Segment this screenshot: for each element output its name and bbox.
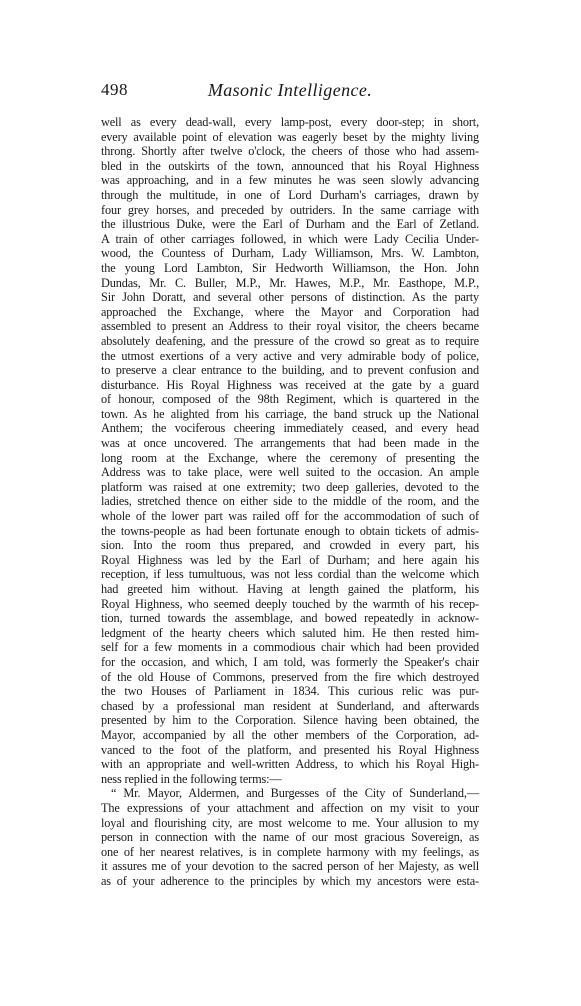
text-line: person in connection with the name of our most gracious Sovereign, as	[101, 830, 479, 845]
text-line: to preserve a clear entrance to the building, and to prevent confusion and	[101, 363, 479, 378]
text-line: tion, turned towards the assemblage, and bowed repeatedly in acknow-	[101, 611, 479, 626]
text-line: Anthem; the vociferous cheering immediately ceased, and every head	[101, 421, 479, 436]
text-line: sion. Into the room thus prepared, and crowded in every part, his	[101, 538, 479, 553]
text-line: every available point of elevation was eagerly beset by the mighty living	[101, 129, 479, 144]
text-line: presented by him to the Corporation. Silence having been obtained, the	[101, 713, 479, 728]
text-line: for the occasion, and which, I am told, was formerly the Speaker's chair	[101, 654, 479, 669]
text-line: assembled to present an Address to their royal visitor, the cheers became	[101, 319, 479, 334]
text-line: the towns-people as had been fortunate enough to obtain tickets of admis-	[101, 523, 479, 538]
text-line: town. As he alighted from his carriage, the band struck up the National	[101, 406, 479, 421]
text-line: Dundas, Mr. C. Buller, M.P., Mr. Hawes, M.P., Mr. Easthope, M.P.,	[101, 275, 479, 290]
text-line: vanced to the foot of the platform, and presented his Royal Highness	[101, 742, 479, 757]
page-number: 498	[101, 80, 128, 99]
text-line: chased by a professional man resident at Sunderland, and afterwards	[101, 698, 479, 713]
text-line: the two Houses of Parliament in 1834. This curious relic was pur-	[101, 684, 479, 699]
text-line: the young Lord Lambton, Sir Hedworth Williamson, the Hon. John	[101, 260, 479, 275]
text-line: Mayor, accompanied by all the other members of the Corporation, ad-	[101, 727, 479, 742]
text-line: with an appropriate and well-written Address, to which his Royal High-	[101, 757, 479, 772]
text-line: of the old House of Commons, preserved from the fire which destroyed	[101, 669, 479, 684]
text-line: as of your adherence to the principles by which my ancestors were esta-	[101, 873, 479, 888]
text-line: The expressions of your attachment and affection on my visit to your	[101, 800, 479, 815]
text-line: Address was to take place, were well suited to the occasion. An ample	[101, 465, 479, 480]
text-line: reception, if less tumultuous, was not less cordial than the welcome which	[101, 567, 479, 582]
text-line: wood, the Countess of Durham, Lady Williamson, Mrs. W. Lambton,	[101, 246, 479, 261]
text-line: the utmost exertions of a very active and very admirable body of police,	[101, 348, 479, 363]
text-line: approached the Exchange, where the Mayor and Corporation had	[101, 304, 479, 319]
running-head	[101, 80, 479, 104]
text-line: was at once uncovered. The arrangements that had been made in the	[101, 436, 479, 451]
text-line: “ Mr. Mayor, Aldermen, and Burgesses of the City of Sunderland,—	[111, 786, 479, 801]
text-line: had greeted him without. Having at length gained the platform, his	[101, 582, 479, 596]
text-line: four grey horses, and preceded by outriders. In the same carriage with	[101, 202, 479, 217]
text-line: the illustrious Duke, were the Earl of Durham and the Earl of Zetland.	[101, 217, 479, 232]
text-line: throng. Shortly after twelve o'clock, the cheers of those who had assem-	[101, 144, 479, 159]
text-line: long room at the Exchange, where the ceremony of presenting the	[101, 450, 479, 465]
text-line: one of her nearest relatives, is in complete harmony with my feelings, as	[101, 844, 479, 859]
text-line: absolutely deafening, and the pressure of the crowd so great as to require	[101, 333, 479, 348]
text-line: A train of other carriages followed, in which were Lady Cecilia Under-	[101, 231, 479, 246]
text-line: through the multitude, in one of Lord Durham's carriages, drawn by	[101, 187, 479, 202]
text-line: was approaching, and in a few minutes he was seen slowly advancing	[101, 173, 479, 188]
text-line: Royal Highness, who seemed deeply touched by the warmth of his recep-	[101, 596, 479, 611]
text-line: well as every dead-wall, every lamp-post, every door-step; in short,	[101, 115, 479, 129]
text-line: self for a few moments in a commodious chair which had been provided	[101, 640, 479, 655]
text-line: whole of the lower part was railed off for the accommodation of such of	[101, 509, 479, 524]
text-line: ledgment of the hearty cheers which saluted him. He then rested him-	[101, 625, 479, 640]
text-line: Sir John Doratt, and several other persons of distinction. As the party	[101, 290, 479, 305]
text-line: bled in the outskirts of the town, announced that his Royal Highness	[101, 158, 479, 173]
text-line: loyal and flourishing city, are most welcome to me. Your allusion to my	[101, 815, 479, 830]
text-line: platform was raised at one extremity; two deep galleries, devoted to the	[101, 479, 479, 494]
text-line: it assures me of your devotion to the sacred person of her Majesty, as well	[101, 859, 479, 874]
running-title: Masonic Intelligence.	[207, 80, 373, 100]
body-text	[101, 115, 479, 888]
text-line: ness replied in the following terms:—	[101, 771, 282, 786]
text-line: ladies, stretched thence on either side to the middle of the room, and the	[101, 494, 479, 509]
text-line: Royal Highness was led by the Earl of Durham; and here again his	[101, 552, 479, 567]
text-line: disturbance. His Royal Highness was received at the gate by a guard	[101, 377, 479, 392]
text-line: of honour, composed of the 98th Regiment, which is quartered in the	[101, 392, 479, 407]
